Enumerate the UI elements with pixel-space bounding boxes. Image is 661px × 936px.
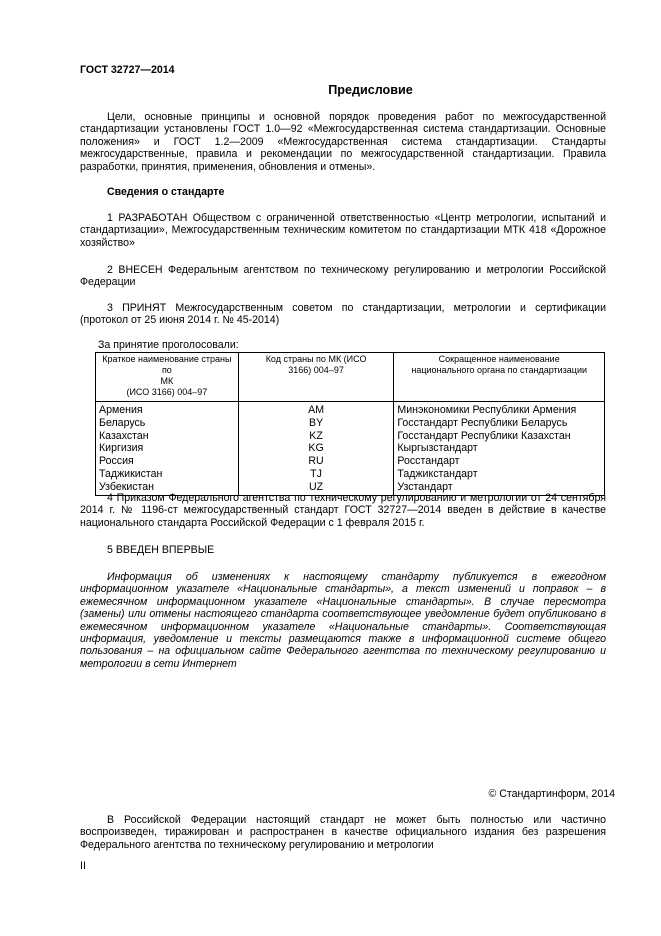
header-body — [394, 353, 605, 402]
body-cell: Госстандарт Республики Казахстан — [394, 430, 605, 443]
item-3 — [80, 302, 606, 327]
changes-info-paragraph — [80, 571, 606, 670]
country-cell: Казахстан — [96, 430, 239, 443]
table-row — [96, 402, 605, 417]
section-heading — [80, 186, 606, 198]
intro-paragraph — [80, 111, 606, 173]
header-country-line: (ИСО 3166) 004–97 — [126, 387, 208, 397]
item-1-text: 1 РАЗРАБОТАН Обществом с ограниченной ответственностью «Центр метрологии, испытаний и стандартизации», Межгосударственным техническим комитетом по стандартизации МТК 418 «Дорожное хозяйство» — [80, 212, 606, 249]
body-cell: Минэкономики Республики Армения — [394, 402, 605, 417]
item-1 — [80, 212, 606, 249]
section-heading-text: Сведения о стандарте — [107, 186, 225, 198]
code-cell: KZ — [238, 430, 394, 443]
header-country — [96, 353, 239, 402]
intro-text: Цели, основные принципы и основной порядок проведения работ по межгосударственной стандартизации установлены ГОСТ 1.0—92 «Межгосударственная система стандартизации. Основные положения» и ГОСТ 1.2—2009 «Межгосударственная система стандартизации. Стандарты межгосударственные, правила и рекомендации по межгосударственной стандартизации. Правила разработки, принятия, применения, обновления и отмены». — [80, 111, 606, 173]
item-4-text: 4 Приказом Федерального агентства по техническому регулированию и метрологии от 24 сентября 2014 г. № 1196-ст межгосударственный стандарт ГОСТ 32727—2014 введен в действие в качестве национального стандарта Российской Федерации с 1 февраля 2015 г. — [80, 492, 606, 529]
item-2-text: 2 ВНЕСЕН Федеральным агентством по техническому регулированию и метрологии Российской Федерации — [80, 264, 606, 289]
vote-caption: За принятие проголосовали: — [98, 339, 239, 351]
item-4 — [80, 492, 606, 529]
page-title: Предисловие — [328, 83, 413, 97]
body-cell: Узстандарт — [394, 481, 605, 495]
country-cell: Киргизия — [96, 442, 239, 455]
item-5 — [80, 544, 606, 556]
country-cell: Узбекистан — [96, 481, 239, 495]
table-row — [96, 430, 605, 443]
reproduction-notice — [80, 814, 606, 851]
document-code-header: ГОСТ 32727—2014 — [80, 64, 175, 76]
code-cell: UZ — [238, 481, 394, 495]
item-2 — [80, 264, 606, 289]
body-cell: Росстандарт — [394, 455, 605, 468]
body-cell: Кыргызстандарт — [394, 442, 605, 455]
vote-table — [95, 352, 605, 496]
body-cell: Госстандарт Республики Беларусь — [394, 417, 605, 430]
country-cell: Армения — [96, 402, 239, 417]
page-number: II — [80, 860, 86, 872]
header-code — [238, 353, 394, 402]
table-row — [96, 442, 605, 455]
item-3-text: 3 ПРИНЯТ Межгосударственным советом по стандартизации, метрологии и сертификации (протокол от 25 июня 2014 г. № 45-2014) — [80, 302, 606, 327]
code-cell: KG — [238, 442, 394, 455]
country-cell: Россия — [96, 455, 239, 468]
code-cell: RU — [238, 455, 394, 468]
code-cell: AM — [238, 402, 394, 417]
header-body-line: национального органа по стандартизации — [411, 365, 588, 375]
table-row — [96, 417, 605, 430]
table-row — [96, 468, 605, 481]
code-cell: TJ — [238, 468, 394, 481]
copyright: © Стандартинформ, 2014 — [488, 788, 615, 800]
item-5-text: 5 ВВЕДЕН ВПЕРВЫЕ — [107, 544, 215, 556]
header-body-line: Сокращенное наименование — [438, 354, 560, 364]
table-row — [96, 455, 605, 468]
reproduction-notice-text: В Российской Федерации настоящий стандарт не может быть полностью или частично воспроизведен, тиражирован и распространен в качестве официального издания без разрешения Федерального агентства по техническому регулированию и метрологии — [80, 814, 606, 851]
changes-info-text: Информация об изменениях к настоящему стандарту публикуется в ежегодном информационном указателе «Национальные стандарты», а текст изменений и поправок – в ежемесячном информационном указателе «Национальные стандарты». В случае пересмотра (замены) или отмены настоящего стандарта соответствующее уведомление будет опубликовано в ежемесячном информационном указателе «Национальные стандарты». Соответствующая информация, уведомление и тексты размещаются также в информационной системе общего пользования – на официальном сайте Федерального агентства по техническому регулированию и метрологии в сети Интернет — [80, 571, 606, 670]
country-cell: Беларусь — [96, 417, 239, 430]
body-cell: Таджикстандарт — [394, 468, 605, 481]
code-cell: BY — [238, 417, 394, 430]
header-code-line: 3166) 004–97 — [288, 365, 344, 375]
header-country-line: МК — [160, 376, 174, 386]
header-code-line: Код страны по МК (ИСО — [265, 354, 367, 364]
vote-table-header — [96, 353, 605, 402]
header-country-line: Краткое наименование страны по — [102, 354, 232, 375]
country-cell: Таджикистан — [96, 468, 239, 481]
